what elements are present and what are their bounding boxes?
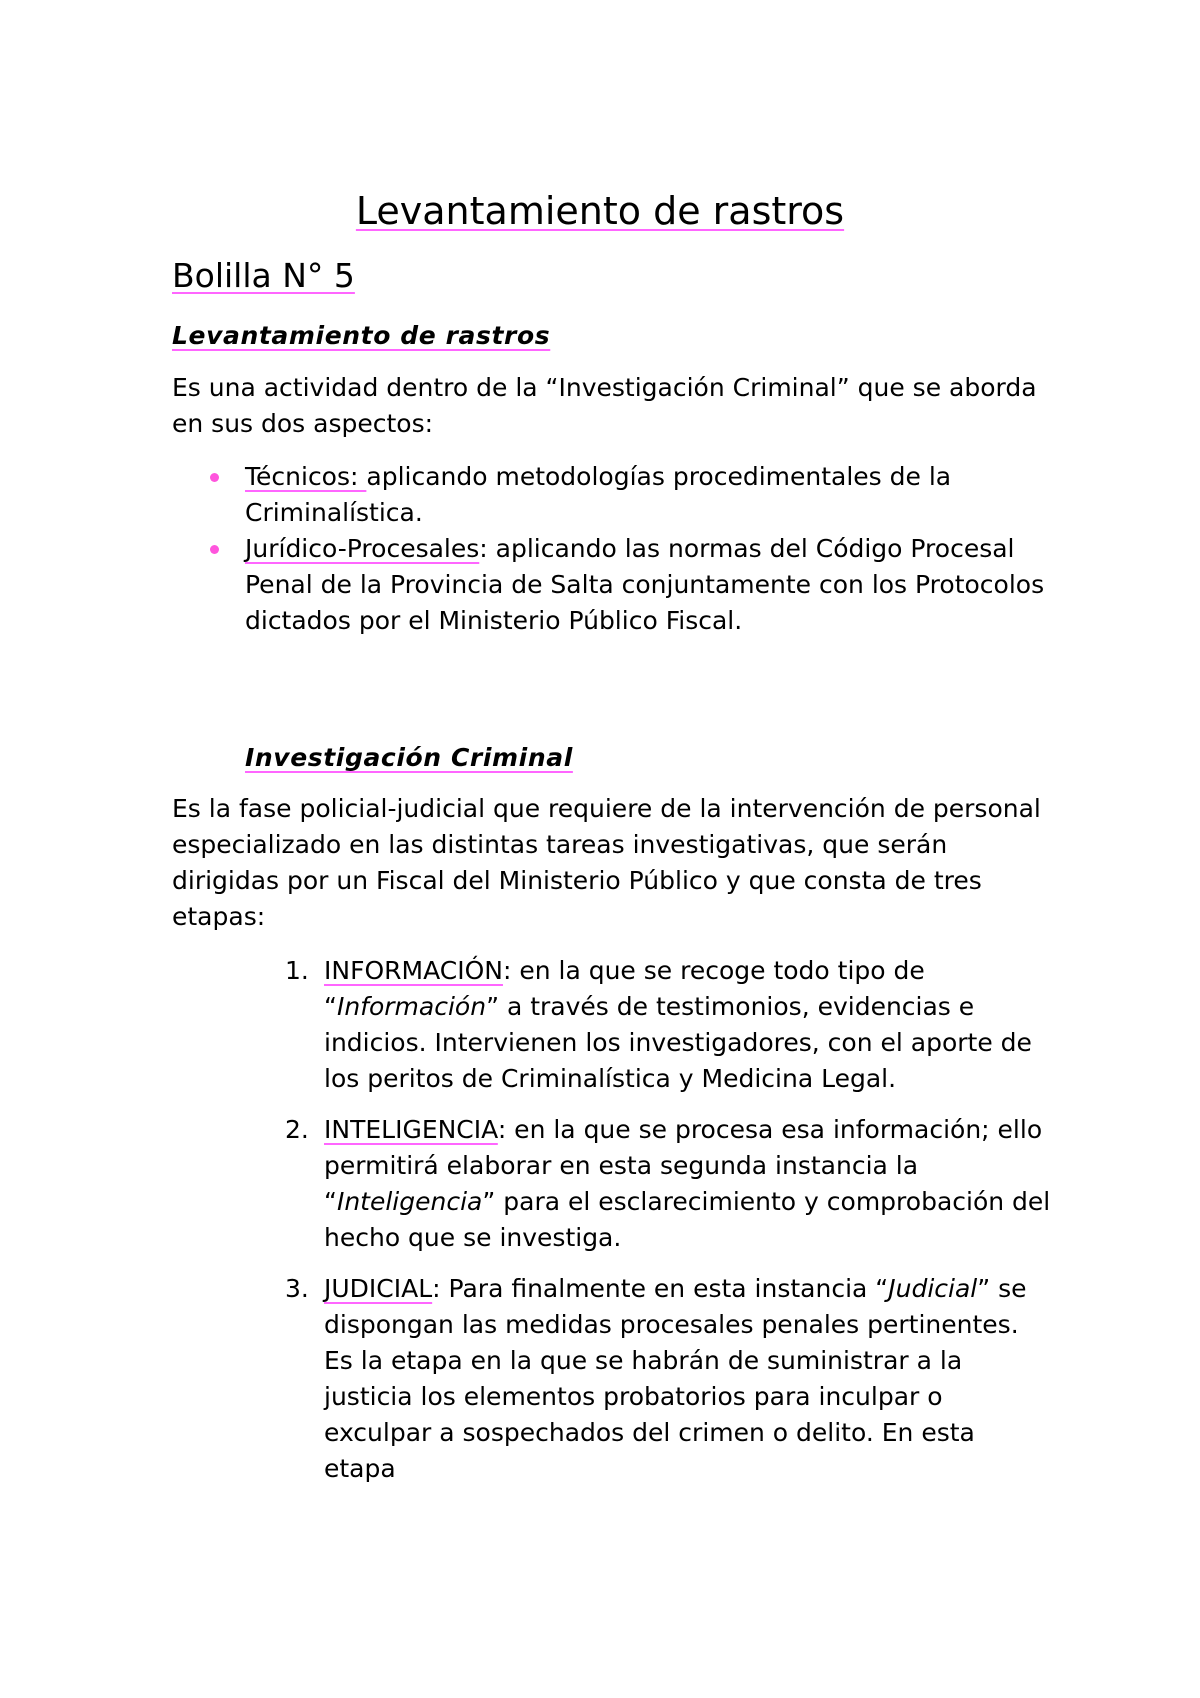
bullet-text: aplicando metodologías procedimentales de la Criminalística.	[245, 462, 952, 527]
list-item	[172, 1271, 1052, 1487]
section-heading-levantamiento	[172, 320, 550, 352]
bullet-icon	[210, 473, 219, 482]
stage-text-before: : Para finalmente en esta instancia “	[432, 1274, 889, 1303]
stage-emphasis: Inteligencia	[336, 1187, 483, 1216]
bullet-text: : aplicando las normas del Código Procesal Penal de la Provincia de Salta conjuntamente con los Protocolos dictados por el Ministerio Público Fiscal.	[245, 534, 1045, 635]
stage-text-before: : en la que se recoge todo tipo de “	[324, 956, 925, 1021]
list-item	[172, 531, 1052, 639]
aspects-bullet-list	[172, 459, 1052, 639]
section-heading-investigacion	[245, 742, 573, 774]
stage-emphasis: Judicial	[888, 1274, 978, 1303]
section-paragraph-levantamiento: Es una actividad dentro de la “Investigación Criminal” que se aborda en sus dos aspectos:	[172, 373, 1037, 438]
stage-text-after: ” se dispongan las medidas procesales penales pertinentes. Es la etapa en la que se habrán de suministrar a la justicia los elementos probatorios para inculpar o exculpar a sospechados del crimen o delito. En esta etapa	[324, 1274, 1027, 1483]
document-subtitle	[172, 256, 355, 296]
stages-numbered-list	[172, 953, 1052, 1502]
bullet-icon	[210, 545, 219, 554]
list-item	[172, 459, 1052, 531]
section-heading-investigacion-text: Investigación Criminal	[245, 743, 573, 772]
document-title-text: Levantamiento de rastros	[355, 189, 845, 233]
stage-term: JUDICIAL	[324, 1274, 433, 1303]
document-subtitle-text: Bolilla N° 5	[172, 256, 355, 295]
section-paragraph-investigacion: Es la fase policial-judicial que requiere de la intervención de personal especializado en las distintas tareas investigativas, que serán dirigidas por un Fiscal del Ministerio Público y que consta de tres etapas:	[172, 794, 1041, 931]
bullet-term: Técnicos:	[245, 462, 367, 491]
list-number: 2.	[285, 1115, 309, 1144]
list-item	[172, 953, 1052, 1097]
list-number: 3.	[285, 1274, 309, 1303]
document-title	[0, 188, 1200, 234]
stage-text-after: ” a través de testimonios, evidencias e indicios. Intervienen los investigadores, con el aporte de los peritos de Criminalística y Medicina Legal.	[324, 992, 1032, 1093]
list-item	[172, 1112, 1052, 1256]
list-number: 1.	[285, 956, 309, 985]
stage-text-before: : en la que se procesa esa información; ello permitirá elaborar en esta segunda instancia la “	[324, 1115, 1043, 1216]
stage-term: INTELIGENCIA	[324, 1115, 498, 1144]
stage-term: INFORMACIÓN	[324, 956, 503, 985]
stage-text-after: ” para el esclarecimiento y comprobación del hecho que se investiga.	[324, 1187, 1051, 1252]
stage-emphasis: Información	[336, 992, 487, 1021]
section-heading-levantamiento-text: Levantamiento de rastros	[172, 321, 551, 350]
bullet-term: Jurídico-Procesales	[245, 534, 480, 563]
